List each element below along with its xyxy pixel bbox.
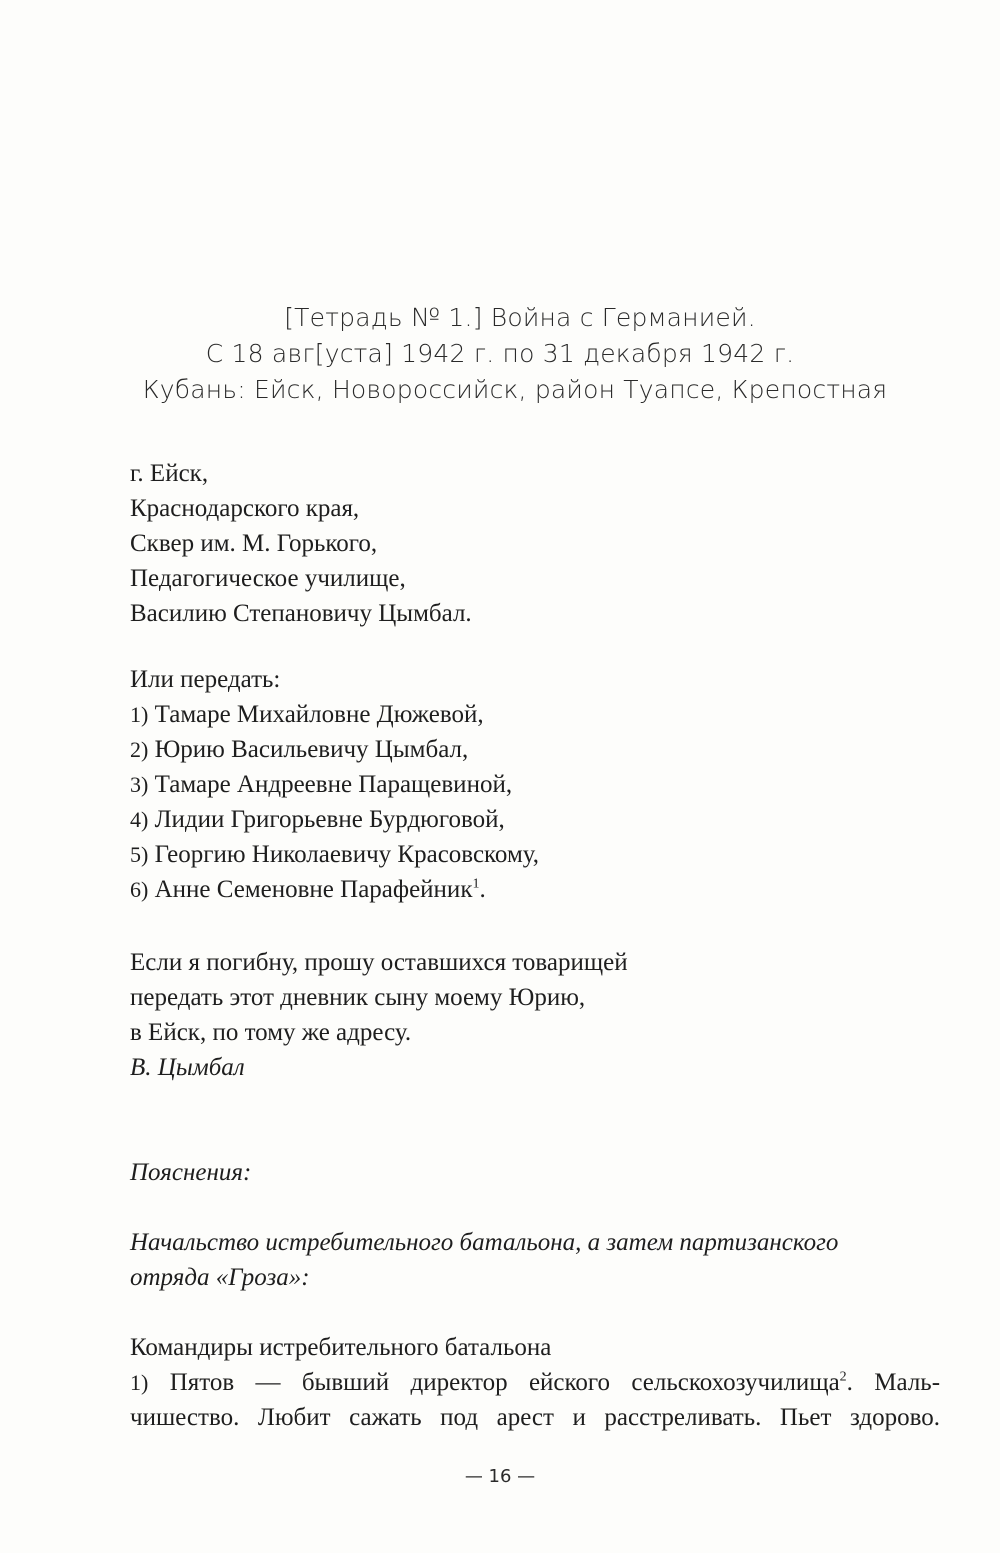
item-number: 1) <box>130 1370 149 1395</box>
notebook-heading <box>0 300 1000 408</box>
commander-item-line: чишество. Любит сажать под арест и расстреливать. Пьет здорово. <box>130 1404 940 1431</box>
heading-line-1: [Тетрадь № 1.] Война с Германией. <box>284 303 756 332</box>
notes-intro-line: Начальство истребительного батальона, а затем партизанского <box>130 1229 839 1256</box>
address-line: Сквер им. М. Горького, <box>130 530 378 557</box>
request-line: передать этот дневник сыну моему Юрию, <box>130 984 586 1011</box>
list-item <box>130 802 940 837</box>
recipients-intro: Или передать: <box>130 666 281 693</box>
page-number: — 16 — <box>464 1466 536 1487</box>
commander-text-cont: . Маль- <box>846 1369 941 1396</box>
list-item <box>130 732 940 767</box>
item-text: Анне Семеновне Парафейник <box>154 876 473 903</box>
list-item <box>130 697 940 732</box>
item-text: Тамаре Андреевне Паращевиной, <box>154 771 513 798</box>
commanders-heading: Командиры истребительного батальона <box>130 1334 552 1361</box>
signature: В. Цымбал <box>130 1054 245 1081</box>
item-text: Юрию Васильевичу Цымбал, <box>154 736 469 763</box>
item-number: 4) <box>130 807 149 832</box>
request-line: в Ейск, по тому же адресу. <box>130 1019 412 1046</box>
item-text: Георгию Николаевичу Красовскому, <box>154 841 540 868</box>
notes-intro-line: отряда «Гроза»: <box>130 1264 310 1291</box>
footnote-marker: 2 <box>839 1369 847 1385</box>
item-number: 5) <box>130 842 149 867</box>
request-line: Если я погибну, прошу оставшихся товарищей <box>130 949 628 976</box>
item-text: Лидии Григорьевне Бурдюговой, <box>154 806 505 833</box>
heading-line-2: С 18 авг[уста] 1942 г. по 31 декабря 1942 г. <box>205 339 795 368</box>
commander-text: Пятов — бывший директор ейского сельскохозучилища <box>169 1369 840 1396</box>
commander-item-line <box>130 1365 940 1400</box>
notes-title <box>130 1155 940 1190</box>
heading-line-3: Кубань: Ейск, Новороссийск, район Туапсе, Крепостная <box>142 375 888 404</box>
recipients-list <box>130 662 940 907</box>
address-line: Педагогическое училище, <box>130 565 406 592</box>
notes-intro <box>130 1225 940 1295</box>
list-item <box>130 872 940 907</box>
list-item <box>130 767 940 802</box>
postal-address <box>130 456 940 631</box>
address-line: Василию Степановичу Цымбал. <box>130 600 472 627</box>
item-number: 3) <box>130 772 149 797</box>
notes-title-text: Пояснения: <box>130 1159 252 1186</box>
address-line: Краснодарского края, <box>130 495 360 522</box>
item-number: 1) <box>130 702 149 727</box>
commanders-section <box>130 1330 940 1435</box>
item-number: 6) <box>130 877 149 902</box>
diary-request <box>130 945 940 1085</box>
address-line: г. Ейск, <box>130 460 209 487</box>
footnote-marker: 1 <box>472 876 480 892</box>
item-number: 2) <box>130 737 149 762</box>
item-text: Тамаре Михайловне Дюжевой, <box>154 701 484 728</box>
item-punctuation: . <box>479 876 486 903</box>
list-item <box>130 837 940 872</box>
